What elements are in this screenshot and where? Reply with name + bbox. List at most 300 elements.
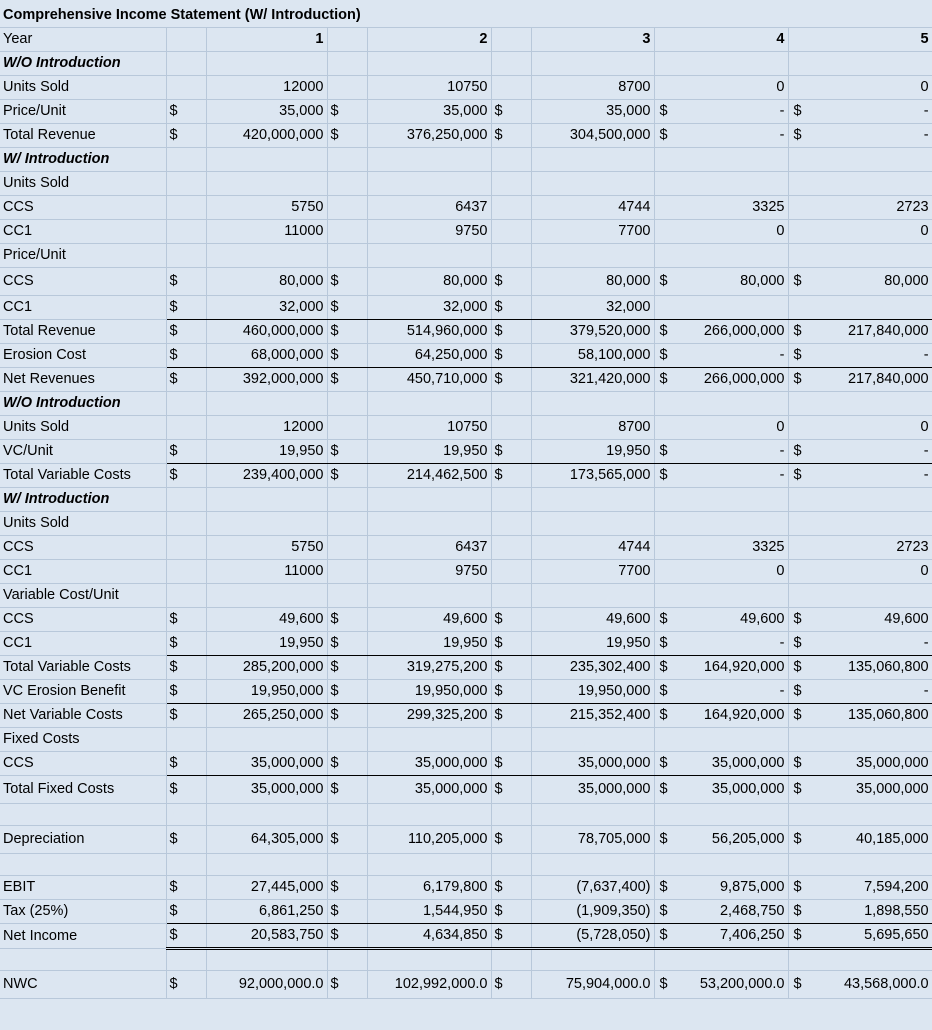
value-cell[interactable]: 9750 <box>367 220 491 244</box>
value-cell[interactable] <box>788 512 932 536</box>
currency-cell[interactable]: $ <box>327 876 367 900</box>
currency-cell[interactable]: $ <box>491 680 531 704</box>
currency-cell[interactable] <box>327 76 367 100</box>
value-cell[interactable]: 3 <box>531 28 654 52</box>
value-cell[interactable] <box>654 656 788 680</box>
currency-cell[interactable] <box>491 148 531 172</box>
value-cell[interactable] <box>654 776 788 804</box>
currency-cell[interactable] <box>327 244 367 268</box>
value-cell[interactable]: 19,950 <box>206 632 327 656</box>
currency-cell[interactable] <box>327 416 367 440</box>
value-cell[interactable]: 376,250,000 <box>367 124 491 148</box>
value-cell[interactable] <box>206 392 327 416</box>
value-cell[interactable]: 6437 <box>367 536 491 560</box>
value-cell[interactable]: 214,462,500 <box>367 464 491 488</box>
currency-cell[interactable]: $ <box>491 344 531 368</box>
value-cell[interactable]: 32,000 <box>367 296 491 320</box>
value-cell[interactable] <box>654 804 788 826</box>
value-cell[interactable] <box>206 949 327 971</box>
value-cell[interactable] <box>206 728 327 752</box>
currency-cell[interactable] <box>327 949 367 971</box>
value-cell[interactable] <box>788 244 932 268</box>
value-cell[interactable] <box>788 776 932 804</box>
value-cell[interactable] <box>654 949 788 971</box>
value-cell[interactable]: 5 <box>788 28 932 52</box>
currency-cell[interactable]: $ <box>491 296 531 320</box>
value-cell[interactable]: 35,000,000 <box>531 776 654 804</box>
value-cell[interactable]: 75,904,000.0 <box>531 971 654 999</box>
currency-cell[interactable]: $ <box>491 608 531 632</box>
value-cell[interactable]: 299,325,200 <box>367 704 491 728</box>
value-cell[interactable]: 110,205,000 <box>367 826 491 854</box>
value-cell[interactable] <box>788 804 932 826</box>
value-cell[interactable] <box>531 854 654 876</box>
currency-cell[interactable] <box>166 854 206 876</box>
currency-cell[interactable] <box>327 52 367 76</box>
value-cell[interactable] <box>788 148 932 172</box>
currency-cell[interactable]: $ <box>491 876 531 900</box>
value-cell[interactable] <box>206 52 327 76</box>
value-cell[interactable]: 5750 <box>206 536 327 560</box>
row-label[interactable]: Tax (25%) <box>0 900 166 924</box>
row-label[interactable]: Total Variable Costs <box>0 464 166 488</box>
value-cell[interactable]: 35,000,000 <box>367 752 491 776</box>
row-label[interactable] <box>0 804 166 826</box>
value-cell[interactable] <box>206 512 327 536</box>
value-cell[interactable] <box>788 608 932 632</box>
currency-cell[interactable] <box>491 244 531 268</box>
currency-cell[interactable]: $ <box>166 776 206 804</box>
value-cell[interactable] <box>367 52 491 76</box>
currency-cell[interactable]: $ <box>166 344 206 368</box>
value-cell[interactable] <box>788 392 932 416</box>
value-cell[interactable]: 10750 <box>367 76 491 100</box>
currency-cell[interactable]: $ <box>491 924 531 949</box>
value-cell[interactable]: 92,000,000.0 <box>206 971 327 999</box>
value-cell[interactable]: 19,950,000 <box>206 680 327 704</box>
value-cell[interactable]: 19,950 <box>367 632 491 656</box>
value-cell[interactable] <box>531 804 654 826</box>
value-cell[interactable]: 215,352,400 <box>531 704 654 728</box>
currency-cell[interactable] <box>166 244 206 268</box>
currency-cell[interactable]: $ <box>327 296 367 320</box>
value-cell[interactable]: 78,705,000 <box>531 826 654 854</box>
currency-cell[interactable] <box>166 488 206 512</box>
value-cell[interactable] <box>654 728 788 752</box>
currency-cell[interactable]: $ <box>327 464 367 488</box>
value-cell[interactable]: (7,637,400) <box>531 876 654 900</box>
value-cell[interactable] <box>654 464 788 488</box>
value-cell[interactable]: 173,565,000 <box>531 464 654 488</box>
currency-cell[interactable]: $ <box>166 268 206 296</box>
currency-cell[interactable]: $ <box>327 608 367 632</box>
value-cell[interactable] <box>788 656 932 680</box>
value-cell[interactable]: 35,000 <box>206 100 327 124</box>
value-cell[interactable]: 1,544,950 <box>367 900 491 924</box>
currency-cell[interactable] <box>327 728 367 752</box>
row-label[interactable]: Units Sold <box>0 172 166 196</box>
value-cell[interactable] <box>654 854 788 876</box>
currency-cell[interactable] <box>491 584 531 608</box>
currency-cell[interactable] <box>166 560 206 584</box>
value-cell[interactable]: 1 <box>206 28 327 52</box>
currency-cell[interactable]: $ <box>491 656 531 680</box>
value-cell[interactable]: 2 <box>367 28 491 52</box>
value-cell[interactable] <box>531 728 654 752</box>
value-cell[interactable] <box>788 728 932 752</box>
currency-cell[interactable] <box>327 172 367 196</box>
row-label[interactable] <box>0 854 166 876</box>
currency-cell[interactable] <box>491 949 531 971</box>
value-cell[interactable]: 6,861,250 <box>206 900 327 924</box>
value-cell[interactable] <box>367 804 491 826</box>
currency-cell[interactable] <box>166 512 206 536</box>
currency-cell[interactable]: $ <box>327 344 367 368</box>
value-cell[interactable]: 11000 <box>206 560 327 584</box>
value-cell[interactable] <box>654 296 788 320</box>
row-label[interactable]: Year <box>0 28 166 52</box>
currency-cell[interactable] <box>327 488 367 512</box>
value-cell[interactable]: 12000 <box>206 76 327 100</box>
currency-cell[interactable] <box>166 804 206 826</box>
value-cell[interactable] <box>367 488 491 512</box>
currency-cell[interactable] <box>166 416 206 440</box>
value-cell[interactable] <box>654 704 788 728</box>
row-label[interactable]: CC1 <box>0 220 166 244</box>
value-cell[interactable] <box>788 100 932 124</box>
currency-cell[interactable] <box>491 220 531 244</box>
currency-cell[interactable]: $ <box>166 296 206 320</box>
value-cell[interactable]: 265,250,000 <box>206 704 327 728</box>
currency-cell[interactable]: $ <box>166 704 206 728</box>
value-cell[interactable]: 9750 <box>367 560 491 584</box>
row-label[interactable]: Total Revenue <box>0 124 166 148</box>
row-label[interactable]: W/O Introduction <box>0 52 166 76</box>
currency-cell[interactable]: $ <box>166 320 206 344</box>
value-cell[interactable] <box>654 100 788 124</box>
currency-cell[interactable] <box>166 220 206 244</box>
value-cell[interactable]: 12000 <box>206 416 327 440</box>
value-cell[interactable]: 0 <box>788 220 932 244</box>
value-cell[interactable]: 6,179,800 <box>367 876 491 900</box>
currency-cell[interactable]: $ <box>166 680 206 704</box>
currency-cell[interactable]: $ <box>491 704 531 728</box>
value-cell[interactable] <box>654 392 788 416</box>
currency-cell[interactable]: $ <box>327 924 367 949</box>
currency-cell[interactable]: $ <box>166 100 206 124</box>
currency-cell[interactable]: $ <box>327 971 367 999</box>
value-cell[interactable] <box>654 826 788 854</box>
value-cell[interactable] <box>788 826 932 854</box>
currency-cell[interactable] <box>166 28 206 52</box>
value-cell[interactable] <box>531 949 654 971</box>
currency-cell[interactable] <box>327 584 367 608</box>
currency-cell[interactable] <box>166 76 206 100</box>
currency-cell[interactable]: $ <box>327 704 367 728</box>
value-cell[interactable] <box>654 584 788 608</box>
value-cell[interactable] <box>654 124 788 148</box>
currency-cell[interactable]: $ <box>166 876 206 900</box>
value-cell[interactable] <box>654 244 788 268</box>
value-cell[interactable] <box>367 148 491 172</box>
currency-cell[interactable] <box>491 854 531 876</box>
value-cell[interactable]: 6437 <box>367 196 491 220</box>
currency-cell[interactable]: $ <box>327 368 367 392</box>
row-label[interactable]: Units Sold <box>0 512 166 536</box>
currency-cell[interactable]: $ <box>166 124 206 148</box>
value-cell[interactable]: 19,950 <box>367 440 491 464</box>
value-cell[interactable] <box>367 512 491 536</box>
sheet-title[interactable]: Comprehensive Income Statement (W/ Introduction) <box>0 4 932 28</box>
currency-cell[interactable]: $ <box>491 100 531 124</box>
value-cell[interactable] <box>788 854 932 876</box>
row-label[interactable] <box>0 949 166 971</box>
value-cell[interactable] <box>788 949 932 971</box>
value-cell[interactable]: 64,305,000 <box>206 826 327 854</box>
value-cell[interactable] <box>654 900 788 924</box>
value-cell[interactable] <box>654 440 788 464</box>
value-cell[interactable] <box>788 584 932 608</box>
currency-cell[interactable]: $ <box>327 268 367 296</box>
value-cell[interactable]: 32,000 <box>531 296 654 320</box>
currency-cell[interactable]: $ <box>327 826 367 854</box>
row-label[interactable]: Erosion Cost <box>0 344 166 368</box>
value-cell[interactable]: 0 <box>654 220 788 244</box>
value-cell[interactable] <box>654 320 788 344</box>
row-label[interactable]: CC1 <box>0 632 166 656</box>
currency-cell[interactable]: $ <box>491 268 531 296</box>
value-cell[interactable]: 10750 <box>367 416 491 440</box>
currency-cell[interactable]: $ <box>327 440 367 464</box>
row-label[interactable]: Total Revenue <box>0 320 166 344</box>
row-label[interactable]: Units Sold <box>0 416 166 440</box>
value-cell[interactable] <box>788 368 932 392</box>
currency-cell[interactable] <box>491 28 531 52</box>
value-cell[interactable] <box>654 971 788 999</box>
row-label[interactable]: W/O Introduction <box>0 392 166 416</box>
value-cell[interactable] <box>788 876 932 900</box>
value-cell[interactable]: 2723 <box>788 536 932 560</box>
value-cell[interactable] <box>788 632 932 656</box>
value-cell[interactable]: 35,000,000 <box>206 752 327 776</box>
currency-cell[interactable] <box>491 416 531 440</box>
currency-cell[interactable]: $ <box>166 464 206 488</box>
currency-cell[interactable]: $ <box>491 971 531 999</box>
value-cell[interactable]: 35,000,000 <box>206 776 327 804</box>
currency-cell[interactable]: $ <box>327 752 367 776</box>
value-cell[interactable]: 7700 <box>531 560 654 584</box>
value-cell[interactable]: 235,302,400 <box>531 656 654 680</box>
value-cell[interactable]: 0 <box>654 560 788 584</box>
value-cell[interactable] <box>788 440 932 464</box>
value-cell[interactable] <box>788 924 932 949</box>
value-cell[interactable]: 102,992,000.0 <box>367 971 491 999</box>
currency-cell[interactable]: $ <box>166 752 206 776</box>
value-cell[interactable]: 20,583,750 <box>206 924 327 949</box>
currency-cell[interactable] <box>166 148 206 172</box>
value-cell[interactable]: 3325 <box>654 536 788 560</box>
value-cell[interactable]: 19,950 <box>531 440 654 464</box>
currency-cell[interactable] <box>327 220 367 244</box>
value-cell[interactable]: 0 <box>788 76 932 100</box>
currency-cell[interactable] <box>166 52 206 76</box>
value-cell[interactable]: 49,600 <box>367 608 491 632</box>
value-cell[interactable] <box>788 172 932 196</box>
value-cell[interactable] <box>531 244 654 268</box>
currency-cell[interactable]: $ <box>491 826 531 854</box>
value-cell[interactable] <box>531 584 654 608</box>
value-cell[interactable]: 5750 <box>206 196 327 220</box>
currency-cell[interactable]: $ <box>166 368 206 392</box>
value-cell[interactable]: (5,728,050) <box>531 924 654 949</box>
value-cell[interactable]: 0 <box>654 416 788 440</box>
value-cell[interactable] <box>367 728 491 752</box>
value-cell[interactable] <box>788 704 932 728</box>
row-label[interactable]: Total Variable Costs <box>0 656 166 680</box>
value-cell[interactable] <box>654 344 788 368</box>
currency-cell[interactable]: $ <box>166 826 206 854</box>
value-cell[interactable]: 3325 <box>654 196 788 220</box>
value-cell[interactable] <box>367 949 491 971</box>
value-cell[interactable]: 4 <box>654 28 788 52</box>
value-cell[interactable]: 239,400,000 <box>206 464 327 488</box>
value-cell[interactable] <box>654 632 788 656</box>
value-cell[interactable] <box>531 148 654 172</box>
value-cell[interactable] <box>654 172 788 196</box>
currency-cell[interactable] <box>166 392 206 416</box>
value-cell[interactable] <box>788 296 932 320</box>
value-cell[interactable]: 420,000,000 <box>206 124 327 148</box>
currency-cell[interactable]: $ <box>166 440 206 464</box>
currency-cell[interactable]: $ <box>491 320 531 344</box>
value-cell[interactable] <box>788 464 932 488</box>
currency-cell[interactable] <box>327 196 367 220</box>
value-cell[interactable] <box>654 608 788 632</box>
value-cell[interactable] <box>531 392 654 416</box>
value-cell[interactable] <box>206 804 327 826</box>
currency-cell[interactable]: $ <box>327 900 367 924</box>
value-cell[interactable]: 514,960,000 <box>367 320 491 344</box>
value-cell[interactable]: 450,710,000 <box>367 368 491 392</box>
currency-cell[interactable]: $ <box>491 368 531 392</box>
row-label[interactable]: Net Revenues <box>0 368 166 392</box>
row-label[interactable]: Net Income <box>0 924 166 949</box>
currency-cell[interactable]: $ <box>166 656 206 680</box>
currency-cell[interactable] <box>166 584 206 608</box>
currency-cell[interactable]: $ <box>327 632 367 656</box>
currency-cell[interactable] <box>166 196 206 220</box>
value-cell[interactable] <box>367 854 491 876</box>
currency-cell[interactable] <box>491 392 531 416</box>
row-label[interactable]: Net Variable Costs <box>0 704 166 728</box>
row-label[interactable]: Total Fixed Costs <box>0 776 166 804</box>
row-label[interactable]: W/ Introduction <box>0 148 166 172</box>
value-cell[interactable] <box>367 244 491 268</box>
currency-cell[interactable]: $ <box>327 656 367 680</box>
value-cell[interactable] <box>654 924 788 949</box>
currency-cell[interactable] <box>327 392 367 416</box>
value-cell[interactable]: 35,000,000 <box>367 776 491 804</box>
currency-cell[interactable] <box>491 560 531 584</box>
value-cell[interactable] <box>654 148 788 172</box>
value-cell[interactable] <box>206 584 327 608</box>
currency-cell[interactable]: $ <box>166 971 206 999</box>
value-cell[interactable] <box>654 52 788 76</box>
value-cell[interactable] <box>367 392 491 416</box>
value-cell[interactable]: 49,600 <box>531 608 654 632</box>
value-cell[interactable] <box>367 584 491 608</box>
value-cell[interactable] <box>531 172 654 196</box>
currency-cell[interactable] <box>491 196 531 220</box>
currency-cell[interactable]: $ <box>327 776 367 804</box>
value-cell[interactable]: 19,950,000 <box>367 680 491 704</box>
value-cell[interactable]: 68,000,000 <box>206 344 327 368</box>
currency-cell[interactable]: $ <box>327 320 367 344</box>
currency-cell[interactable]: $ <box>166 924 206 949</box>
value-cell[interactable] <box>788 268 932 296</box>
value-cell[interactable] <box>206 854 327 876</box>
currency-cell[interactable]: $ <box>166 632 206 656</box>
value-cell[interactable] <box>788 52 932 76</box>
value-cell[interactable] <box>367 172 491 196</box>
row-label[interactable]: Variable Cost/Unit <box>0 584 166 608</box>
value-cell[interactable]: 49,600 <box>206 608 327 632</box>
value-cell[interactable] <box>788 680 932 704</box>
currency-cell[interactable] <box>327 148 367 172</box>
row-label[interactable]: Price/Unit <box>0 244 166 268</box>
value-cell[interactable]: 379,520,000 <box>531 320 654 344</box>
row-label[interactable]: VC Erosion Benefit <box>0 680 166 704</box>
row-label[interactable]: CCS <box>0 608 166 632</box>
row-label[interactable]: CC1 <box>0 296 166 320</box>
value-cell[interactable] <box>788 124 932 148</box>
value-cell[interactable]: 0 <box>788 560 932 584</box>
value-cell[interactable] <box>788 752 932 776</box>
currency-cell[interactable] <box>166 536 206 560</box>
row-label[interactable]: CCS <box>0 752 166 776</box>
value-cell[interactable] <box>788 971 932 999</box>
value-cell[interactable] <box>531 488 654 512</box>
value-cell[interactable]: 80,000 <box>206 268 327 296</box>
value-cell[interactable] <box>654 512 788 536</box>
row-label[interactable]: CCS <box>0 268 166 296</box>
currency-cell[interactable]: $ <box>491 900 531 924</box>
value-cell[interactable]: 321,420,000 <box>531 368 654 392</box>
value-cell[interactable]: 58,100,000 <box>531 344 654 368</box>
row-label[interactable]: VC/Unit <box>0 440 166 464</box>
row-label[interactable]: Units Sold <box>0 76 166 100</box>
value-cell[interactable]: 0 <box>654 76 788 100</box>
row-label[interactable]: Depreciation <box>0 826 166 854</box>
currency-cell[interactable] <box>327 804 367 826</box>
currency-cell[interactable] <box>491 804 531 826</box>
value-cell[interactable] <box>788 488 932 512</box>
currency-cell[interactable] <box>327 854 367 876</box>
value-cell[interactable]: 460,000,000 <box>206 320 327 344</box>
currency-cell[interactable] <box>327 536 367 560</box>
value-cell[interactable]: 8700 <box>531 416 654 440</box>
currency-cell[interactable]: $ <box>327 100 367 124</box>
value-cell[interactable]: 4744 <box>531 536 654 560</box>
currency-cell[interactable] <box>491 172 531 196</box>
value-cell[interactable]: 35,000 <box>531 100 654 124</box>
currency-cell[interactable] <box>491 488 531 512</box>
value-cell[interactable]: 11000 <box>206 220 327 244</box>
value-cell[interactable]: 7700 <box>531 220 654 244</box>
currency-cell[interactable]: $ <box>491 632 531 656</box>
currency-cell[interactable] <box>491 76 531 100</box>
currency-cell[interactable] <box>491 52 531 76</box>
